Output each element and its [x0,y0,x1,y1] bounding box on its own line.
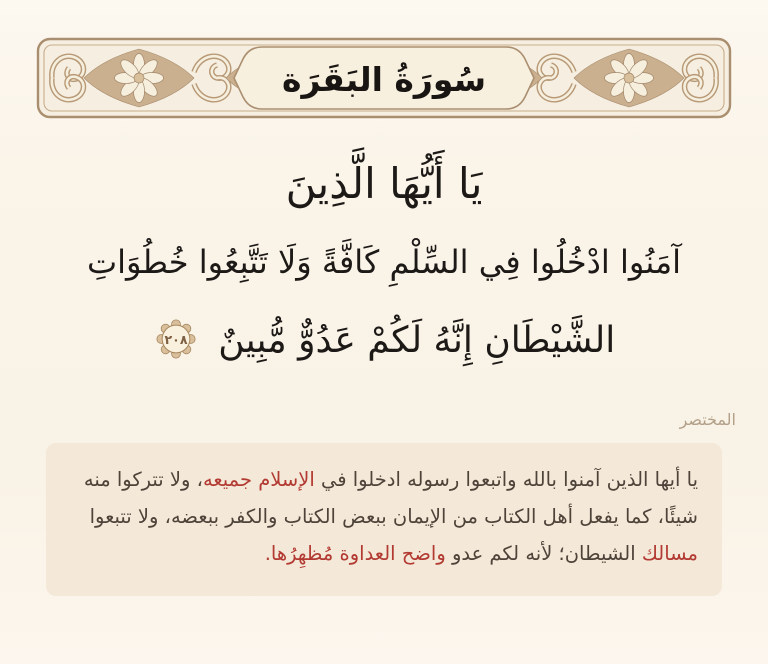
surah-title: سُورَةُ البَقَرَة [281,59,487,99]
tafsir-box [46,443,722,596]
tafsir-segment: الشيطان؛ لأنه لكم عدو [445,541,642,565]
tafsir-segment: ، ولا تتركوا منه شيئًا، كما يفعل أهل الكتاب من الإيمان ببعض الكتاب والكفر ببعضه، ولا تتبعوا [83,467,698,528]
tafsir-segment: مسالك [641,541,698,565]
ayah-line-3 [0,312,768,370]
tafsir-segment: . [264,541,271,565]
tafsir-segment: يا أيها الذين آمنوا بالله واتبعوا رسوله ادخلوا في [314,467,698,491]
mukhtasar-label: المختصر [679,409,736,429]
ayah-line-3-text: الشَّيْطَانِ إِنَّهُ لَكُمْ عَدُوٌّ مُّبِينٌ [218,320,616,362]
quran-reader-page [0,36,768,664]
ayah-line-1: يَا أَيُّهَا الَّذِينَ [285,159,483,208]
ayah-line-2: آمَنُوا ادْخُلُوا فِي السِّلْمِ كَافَّةً وَلَا تَتَّبِعُوا خُطُوَاتِ [86,243,682,282]
tafsir-section-label-row [0,410,768,429]
ayah-text-block[interactable] [0,150,768,370]
ayah-number: ٢٠٨ [164,332,188,348]
surah-header-frame [36,36,732,120]
ayah-number-medallion [155,318,197,360]
tafsir-segment: الإسلام جميعه [202,467,315,491]
tafsir-segment: واضح العداوة مُظهِرُها [270,541,446,565]
tafsir-text [70,461,698,572]
